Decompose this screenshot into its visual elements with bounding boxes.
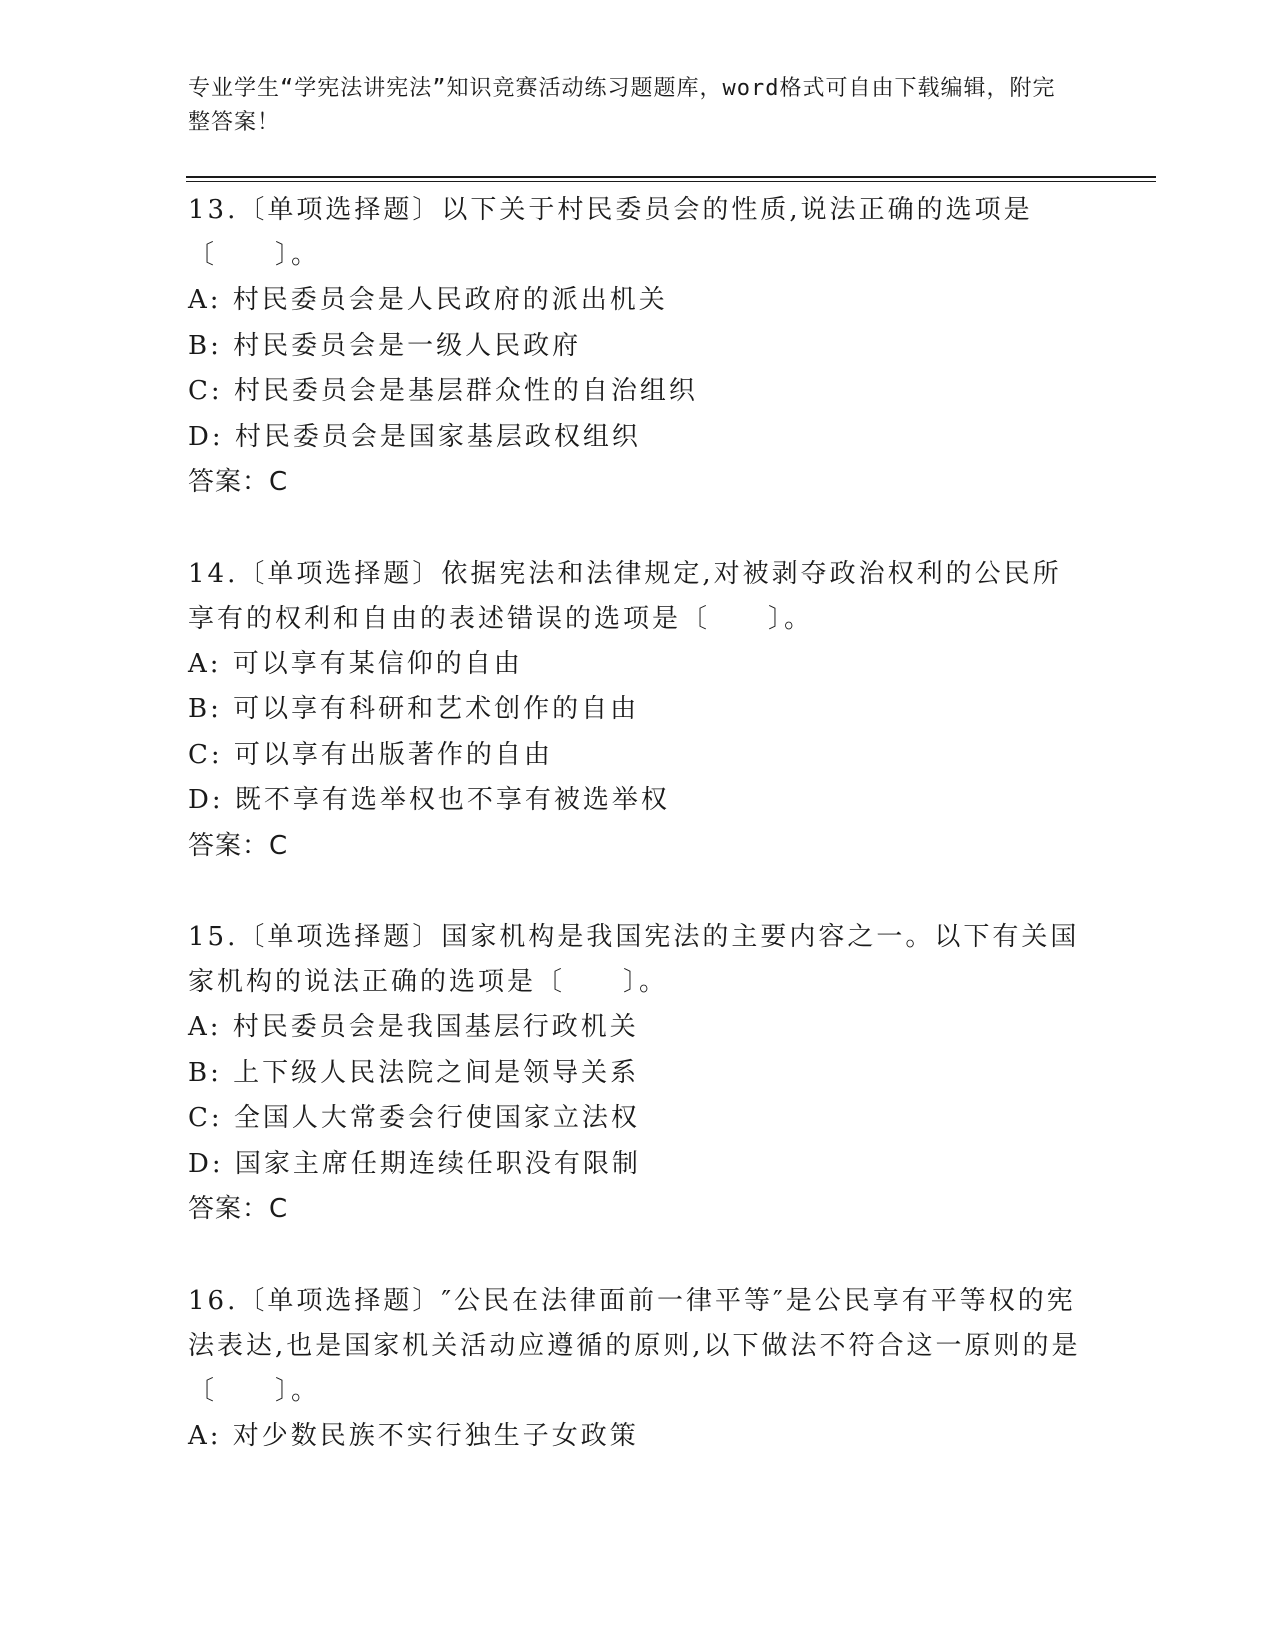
document-header <box>188 72 1068 140</box>
header-text: 专业学生“学宪法讲宪法”知识竞赛活动练习题题库，word格式可自由下载编辑，附完整答案！ <box>188 76 1056 135</box>
option-c: C: 全国人大常委会行使国家立法权 <box>188 1103 640 1133</box>
option-c: C: 村民委员会是基层群众性的自治组织 <box>188 376 698 406</box>
option-a: A: 村民委员会是我国基层行政机关 <box>188 1012 639 1042</box>
option-a: A: 村民委员会是人民政府的派出机关 <box>188 285 668 315</box>
option-a: A: 可以享有某信仰的自由 <box>188 648 523 679</box>
option-a: A: 对少数民族不实行独生子女政策 <box>188 1420 639 1451</box>
header-divider <box>186 176 1156 182</box>
answer: 答案：C <box>188 1194 289 1224</box>
question-text: 14.〔单项选择题〕依据宪法和法律规定,对被剥夺政治权利的公民所享有的权利和自由的表述错误的选项是〔 〕。 <box>188 558 1062 634</box>
option-d: D: 国家主席任期连续任职没有限制 <box>188 1148 641 1179</box>
question-15 <box>188 915 1088 1233</box>
question-list <box>188 188 1088 1505</box>
question-13 <box>188 188 1088 506</box>
option-d: D: 村民委员会是国家基层政权组织 <box>188 421 641 452</box>
option-b: B: 可以享有科研和艺术创作的自由 <box>188 694 640 724</box>
question-16 <box>188 1279 1088 1460</box>
answer: 答案：C <box>188 467 289 497</box>
question-14 <box>188 552 1088 870</box>
option-c: C: 可以享有出版著作的自由 <box>188 739 553 770</box>
option-d: D: 既不享有选举权也不享有被选举权 <box>188 785 670 815</box>
answer: 答案：C <box>188 830 289 861</box>
question-text: 15.〔单项选择题〕国家机构是我国宪法的主要内容之一。以下有关国家机构的说法正确的选项是〔 〕。 <box>188 922 1080 997</box>
question-text: 13.〔单项选择题〕以下关于村民委员会的性质,说法正确的选项是〔 〕。 <box>188 195 1033 270</box>
option-b: B: 上下级人民法院之间是领导关系 <box>188 1057 640 1088</box>
option-b: B: 村民委员会是一级人民政府 <box>188 330 582 361</box>
question-text: 16.〔单项选择题〕″公民在法律面前一律平等″是公民享有平等权的宪法表达,也是国家机关活动应遵循的原则,以下做法不符合这一原则的是〔 〕。 <box>188 1285 1081 1406</box>
